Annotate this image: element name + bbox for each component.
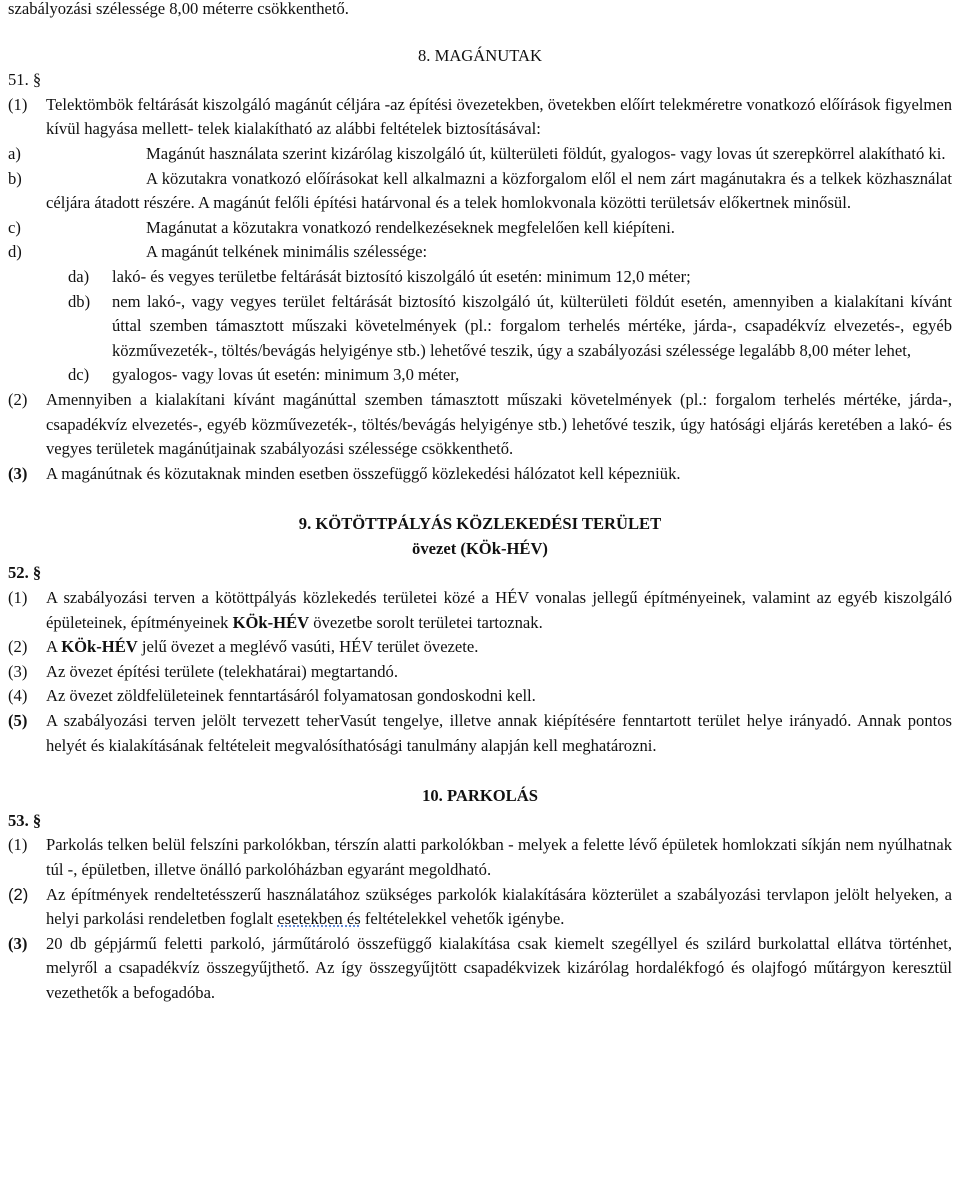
chapter-9-subtitle: övezet (KÖk-HÉV) — [412, 538, 548, 558]
ch9-p2-zone-code: KÖk-HÉV — [61, 637, 138, 657]
ch8-a-text: használata szerint kizárólag kiszolgáló út, külterületi földút, gyalogos- vagy lovas út szerepkörrel alakítható ki. — [209, 143, 946, 163]
ch10-p2-underlined: esetekben és — [277, 909, 361, 929]
ch9-p5-text: A szabályozási terven jelölt tervezett teherVasút tengelye, illetve annak kiépítésére fenntartott terület helye irányadó. Annak pontos helyét és kialakításának feltételeit megvalósíthatósági tanulmány alapján kell meghatározni. — [46, 711, 952, 755]
ch9-p1-label: (1) — [8, 588, 28, 608]
ch8-d-label: d) — [8, 242, 22, 262]
ch8-p2-text: Amennyiben a kialakítani kívánt magánúttal szemben támasztott műszaki követelmények (pl.: forgalom terhelés mértéke, járda-, csapadékvíz elvezetés-, egyéb közművezeték-, töltés/bevágás helyigénye stb.) lehetővé teszik, úgy hatósági eljárás keretében a lakó- és vegyes területek magánútjainak szabályozási szélessége csökkenthető. — [46, 389, 952, 459]
ch9-paragraph-5 — [8, 709, 952, 758]
ch9-paragraph-1 — [8, 586, 952, 635]
ch9-paragraph-4 — [8, 684, 952, 709]
ch8-item-b — [8, 167, 952, 216]
ch9-p1-text-b: övezetbe sorolt területei tartoznak. — [309, 612, 543, 632]
ch9-paragraph-2 — [8, 635, 952, 660]
ch8-item-dc — [8, 363, 952, 388]
ch8-d-text: magánút telkének minimális szélessége: — [161, 242, 428, 262]
chapter-9-title: 9. KÖTÖTTPÁLYÁS KÖZLEKEDÉSI TERÜLET — [298, 514, 662, 534]
ch8-db-label: db) — [68, 291, 91, 311]
ch8-b-lead: A — [146, 168, 158, 188]
ch9-p4-text: Az övezet zöldfelületeinek fenntartásáról folyamatosan gondoskodni kell. — [46, 686, 536, 706]
ch10-paragraph-2 — [8, 883, 952, 932]
ch8-db-text: nem lakó-, vagy vegyes terület feltárását biztosító kiszolgáló út, külterületi földút esetén, amennyiben a kialakítani kívánt úttal szemben támasztott műszaki követelmények (pl.: forgalom terhelés mértéke, járda-, csapadékvíz elvezetés-, egyéb közművezeték-, töltés/bevágás helyigénye stb.) lehetővé teszik, úgy a szabályozási szélessége legalább 8,00 méter lehet, — [112, 291, 952, 360]
ch9-p3-text: Az övezet építési területe (telekhatárai) megtartandó. — [46, 661, 398, 681]
ch8-da-text: lakó- és vegyes területbe feltárását biztosító kiszolgáló út esetén: minimum 12,0 méter; — [112, 266, 691, 286]
ch10-paragraph-3 — [8, 932, 952, 1006]
ch9-p2-text-b: jelű övezet a meglévő vasúti, HÉV terület övezete. — [137, 637, 479, 657]
ch8-c-label: c) — [8, 217, 21, 237]
chapter-10-title: 10. PARKOLÁS — [422, 786, 538, 806]
ch10-p3-text: 20 db gépjármű feletti parkoló, járműtároló összefüggő kialakítása csak kiemelt szegéllyel és szilárd burkolattal ellátva történhet, melyről a csapadékvíz összegyűjthető. Az így összegyűjtött csapadékvizek kizárólag hordalékfogó és olajfogó műtárgyon keresztül vezethetők a befogadóba. — [46, 933, 952, 1002]
ch8-item-a — [8, 142, 952, 167]
ch8-p1-label: (1) — [8, 94, 28, 114]
ch8-p1-text: Telektömbök feltárását kiszolgáló magánút céljára -az építési övezetekben, övetekben előírt telekméretre vonatkozó előírások figyelmen kívül hagyása mellett- telek kialakítható az alábbi feltételek biztosításával: — [46, 94, 952, 139]
ch9-paragraph-3 — [8, 660, 952, 685]
ch8-p3-text: A magánútnak és közutaknak minden esetben összefüggő közlekedési hálózatot kell képezniük. — [46, 463, 681, 483]
ch9-p2-label: (2) — [8, 637, 28, 657]
ch8-item-db — [8, 290, 952, 364]
top-line: szabályozási szélessége 8,00 méterre csökkenthető. — [8, 0, 349, 18]
ch10-paragraph-1 — [8, 833, 952, 882]
ch8-da-label: da) — [68, 266, 90, 286]
ch8-b-text: közutakra vonatkozó előírásokat kell alkalmazni a közforgalom elől el nem zárt magánutakra és a telkek közhasználat céljára átadott részére. A magánút felőli építési határvonal és a telek homlokvonala közötti területsáv előkertnek minősül. — [46, 168, 952, 213]
ch8-p2-label: (2) — [8, 389, 28, 409]
ch9-p2-text-a: A — [46, 637, 62, 657]
section-51: 51. § — [8, 70, 42, 90]
ch10-p2-text-b: feltételekkel vehetők igénybe. — [360, 909, 565, 929]
ch8-c-lead: Magánutat — [146, 217, 217, 237]
ch10-p2-text-a: Az építmények rendeltetésszerű használatához szükséges parkolók kialakítására közterület a szabályozási tervlapon jelölt helyeken, a helyi parkolási rendeletben foglalt — [46, 884, 952, 929]
ch8-item-da — [8, 265, 952, 290]
ch8-d-lead: A — [146, 242, 158, 262]
ch8-paragraph-3 — [8, 462, 952, 487]
ch10-p3-label: (3) — [8, 933, 28, 953]
ch8-a-lead: Magánút — [146, 143, 205, 163]
ch9-p1-zone-code: KÖk-HÉV — [232, 612, 310, 632]
ch8-a-label: a) — [8, 143, 21, 163]
ch8-b-label: b) — [8, 168, 22, 188]
section-53: 53. § — [8, 810, 42, 830]
ch8-dc-text: gyalogos- vagy lovas út esetén: minimum 3,0 méter, — [112, 365, 460, 385]
ch8-dc-label: dc) — [68, 365, 90, 385]
ch9-p4-label: (4) — [8, 686, 28, 706]
ch9-p1-text-a: A szabályozási terven a kötöttpályás közlekedés területei közé a HÉV vonalas jellegű építményeinek, valamint az egyéb kiszolgáló épületeinek, építményeinek — [46, 588, 952, 632]
section-52: 52. § — [8, 563, 42, 583]
ch10-p1-label: (1) — [8, 835, 28, 855]
ch9-p5-label: (5) — [8, 711, 28, 731]
ch8-c-text: a közutakra vonatkozó rendelkezéseknek megfelelően kell kiépíteni. — [221, 217, 675, 237]
ch10-p2-label: (2) — [8, 884, 29, 904]
ch8-item-c — [8, 216, 952, 241]
ch9-p3-label: (3) — [8, 661, 28, 681]
ch10-p1-text: Parkolás telken belül felszíni parkolókban, térszín alatti parkolókban - melyek a felette lévő épületek homlokzati síkján nem nyúlhatnak túl -, épületben, illetve önálló parkolóházban egyaránt megoldható. — [46, 835, 952, 879]
ch8-paragraph-1 — [8, 93, 952, 142]
ch8-paragraph-2 — [8, 388, 952, 462]
chapter-8-title: 8. MAGÁNUTAK — [417, 45, 543, 65]
ch8-p3-label: (3) — [8, 463, 28, 483]
ch8-item-d — [8, 240, 952, 265]
